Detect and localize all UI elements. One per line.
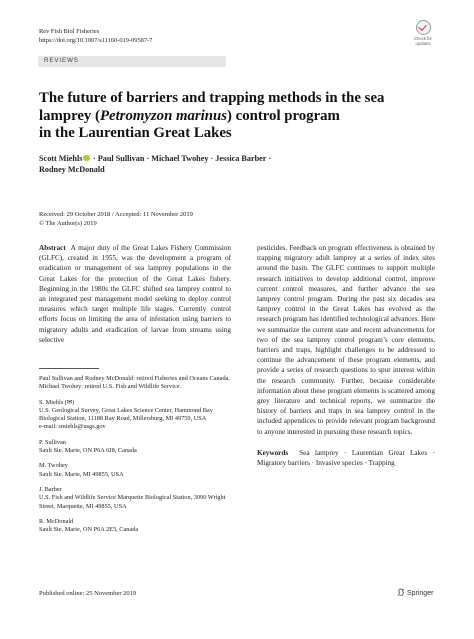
email-link[interactable]: e-mail: smiehls@usgs.gov bbox=[39, 423, 106, 431]
publisher-logo bbox=[397, 588, 433, 597]
orcid-icon[interactable] bbox=[83, 155, 90, 162]
affiliation-mcdonald: R. McDonald Sault Ste. Marie, ON P6A 2E5, Canada bbox=[39, 517, 139, 534]
author-others: · Paul Sullivan · Michael Twohey · Jessica Barber · bbox=[90, 154, 272, 163]
check-for-updates-badge[interactable] bbox=[409, 20, 437, 46]
author-miehls[interactable]: Scott Miehls bbox=[39, 154, 83, 163]
keywords-label: Keywords bbox=[257, 448, 289, 457]
keywords bbox=[257, 448, 435, 468]
published-online: Published online: 25 November 2019 bbox=[39, 590, 137, 597]
journal-name: Rev Fish Biol Fisheries bbox=[39, 28, 100, 35]
section-label: REVIEWS bbox=[44, 57, 79, 64]
keywords-text: Sea lamprey · Laurentian Great Lakes · Migratory barriers · Invasive species · Trapping bbox=[257, 448, 435, 468]
abstract-right-column bbox=[257, 243, 435, 468]
article-title: The future of barriers and trapping methods in the sea lamprey (Petromyzon marinus) control program in the Laurentian Great Lakes bbox=[39, 90, 385, 141]
author-list bbox=[39, 153, 439, 175]
article-dates bbox=[39, 210, 193, 228]
affiliation-twohey: M. Twohey Sault Ste. Marie, MI 49855, USA bbox=[39, 462, 124, 478]
badge-line-1: Check for bbox=[414, 36, 432, 41]
footnotes bbox=[39, 375, 231, 541]
journal-header bbox=[39, 27, 152, 45]
affiliation-miehls: S. Miehls (✉) U.S. Geological Survey, Great Lakes Science Center, Hammond Bay Biological Station, 11188 Ray Road, Millersburg, MI 49759, USA e-mail: smiehls@usgs.gov bbox=[39, 398, 213, 431]
abstract-left-column bbox=[39, 243, 231, 345]
copyright: © The Author(s) 2019 bbox=[39, 220, 97, 227]
abstract-label: Abstract bbox=[39, 244, 66, 252]
author-mcdonald: Rodney McDonald bbox=[39, 165, 105, 174]
publisher-name: Springer bbox=[406, 590, 434, 597]
section-bar bbox=[38, 56, 226, 67]
checkmark-icon bbox=[416, 20, 431, 35]
abstract-text-left: A major duty of the Great Lakes Fishery Commission (GLFC), created in 1955, was the development a program of eradication or management of sea lamprey populations in the Great Lakes for the protection of the Great Lakes fishery. Beginning in the 1980s the GLFC shifted sea lamprey control to an integrated pest management model seeking to deploy control measures which target multiple life stages. Currently control efforts focus on limiting the area of infestation using barriers to migratory adults and eradication of larvae from streams using selective bbox=[39, 244, 232, 344]
affiliation-sullivan: P. Sullivan Sault Ste. Marie, ON P6A 6J8, Canada bbox=[39, 438, 137, 455]
affiliation-barber: J. Barber U.S. Fish and Wildlife Service Marquette Biological Station, 3090 Wright Street, Marquette, MI 49855, USA bbox=[39, 485, 226, 510]
received-accepted: Received: 29 October 2018 / Accepted: 11 November 2019 bbox=[39, 211, 193, 218]
abstract-text-right: pesticides. Feedback on program effectiveness is obtained by trapping migratory adult lamprey at a series of index sites around the basin. The GLFC continues to support multiple research initiatives to develop additional control, improve current control measures, and further advance the sea lamprey control program. During the past six decades sea lamprey control in the Great Lakes has evolved as the research program has identified technological advances. Here we summarize the current state and recent advancements for two of the sea lamprey control program’s core elements, barriers and traps, highlight challenges to be addressed to continue the advancement of these program elements, and provide a series of research questions to spur interest within the research community. Further, because considerable information about these program elements is scattered among grey literature and technical reports, we summarize the history of barriers and traps in sea lamprey control in the included appendices to provide relevant program background to anyone interested in pursuing these research topics. bbox=[257, 244, 435, 436]
badge-line-2: updates bbox=[415, 41, 431, 46]
springer-horse-icon bbox=[397, 588, 405, 596]
retired-note: Paul Sullivan and Rodney McDonald: retired Fisheries and Oceans Canada. Michael Twohey: retired U.S. Fish and Wildlife Service. bbox=[39, 375, 230, 391]
doi-link[interactable]: https://doi.org/10.1007/s11160-019-09587-7 bbox=[39, 37, 153, 44]
footnote-divider bbox=[39, 368, 99, 369]
